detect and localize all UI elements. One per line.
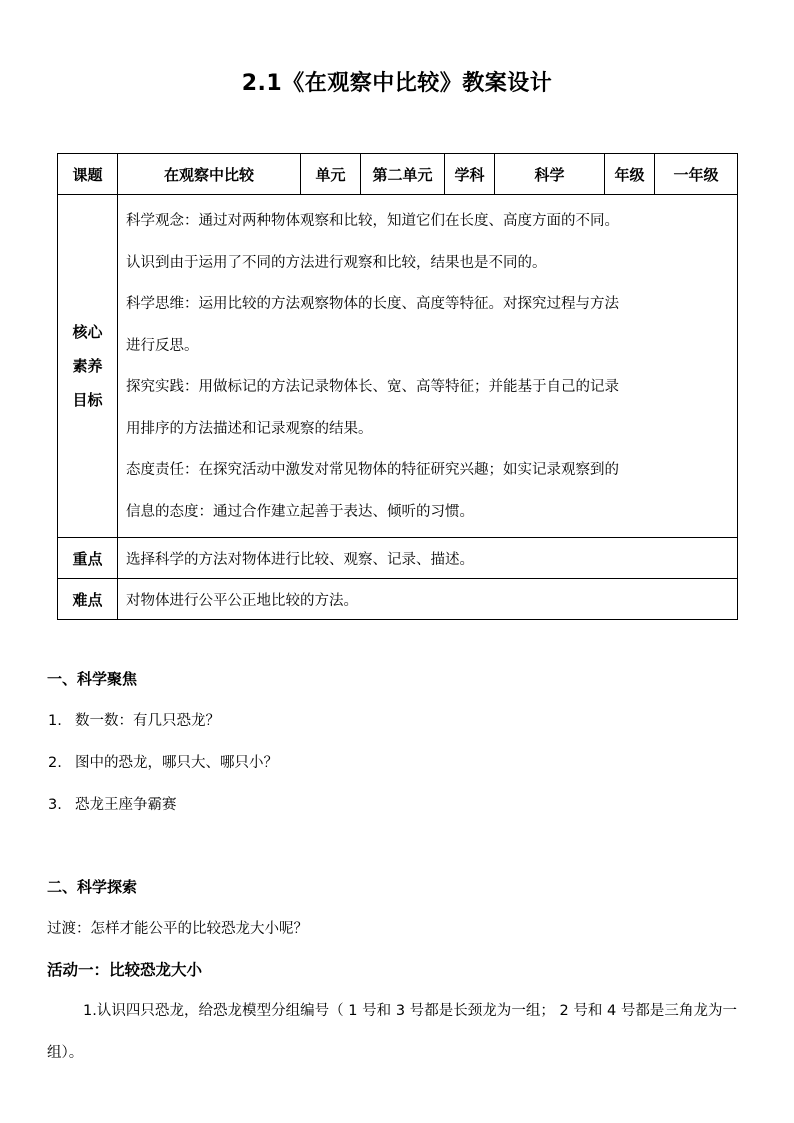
lesson-info-table xyxy=(57,153,738,620)
activity-paragraph: 1.认识四只恐龙，给恐龙模型分组编号（ 1 号和 3 号都是长颈龙为一组； 2 号和 4 号都是三角龙为一组）。 xyxy=(47,1003,737,1061)
document-title: 2.1《在观察中比较》教案设计 xyxy=(241,71,553,96)
list-item-text: 恐龙王座争霸赛 xyxy=(75,797,177,813)
list-item-number: 1. xyxy=(48,713,62,729)
core-label-line-3: 目标 xyxy=(72,391,103,409)
core-line: 进行反思。 xyxy=(126,337,199,354)
core-line: 用排序的方法描述和记录观察的结果。 xyxy=(126,420,373,437)
subject-value: 科学 xyxy=(495,154,605,195)
core-line: 态度责任：在探究活动中激发对常见物体的特征研究兴趣；如实记录观察到的 xyxy=(126,462,619,478)
difficult-point-label: 难点 xyxy=(58,579,118,620)
transition-text: 过渡：怎样才能公平的比较恐龙大小呢？ xyxy=(47,921,308,937)
core-line: 探究实践：用做标记的方法记录物体长、宽、高等特征；并能基于自己的记录 xyxy=(126,379,619,395)
core-line: 信息的态度：通过合作建立起善于表达、倾听的习惯。 xyxy=(126,503,474,520)
core-label-line-2: 素养 xyxy=(72,357,103,375)
core-goals-label xyxy=(58,195,118,538)
key-point-row xyxy=(58,538,738,579)
list-item xyxy=(48,709,220,730)
topic-value: 在观察中比较 xyxy=(118,154,301,195)
difficult-point-row xyxy=(58,579,738,620)
list-item-text: 图中的恐龙，哪只大、哪只小？ xyxy=(75,755,278,771)
core-label-line-1: 核心 xyxy=(72,323,103,341)
core-goals-row xyxy=(58,195,738,538)
subject-label: 学科 xyxy=(445,154,495,195)
section-heading-explore: 二、科学探索 xyxy=(47,878,138,896)
list-item-number: 2. xyxy=(48,755,62,771)
core-line: 科学观念：通过对两种物体观察和比较，知道它们在长度、高度方面的不同。 xyxy=(126,213,619,229)
core-goals-content xyxy=(118,195,738,538)
unit-value: 第二单元 xyxy=(361,154,445,195)
list-item xyxy=(48,793,177,814)
section-heading-focus: 一、科学聚焦 xyxy=(47,670,138,688)
core-line: 科学思维：运用比较的方法观察物体的长度、高度等特征。对探究过程与方法 xyxy=(126,296,619,312)
activity-title: 活动一：比较恐龙大小 xyxy=(47,961,203,979)
list-item-number: 3. xyxy=(48,797,62,813)
table-header-row xyxy=(58,154,738,195)
key-point-label: 重点 xyxy=(58,538,118,579)
list-item-text: 数一数：有几只恐龙？ xyxy=(75,713,220,729)
grade-value: 一年级 xyxy=(655,154,738,195)
core-line: 认识到由于运用了不同的方法进行观察和比较，结果也是不同的。 xyxy=(126,254,547,271)
key-point-text: 选择科学的方法对物体进行比较、观察、记录、描述。 xyxy=(118,538,738,579)
difficult-point-text: 对物体进行公平公正地比较的方法。 xyxy=(118,579,738,620)
list-item xyxy=(48,751,278,772)
grade-label: 年级 xyxy=(605,154,655,195)
topic-label: 课题 xyxy=(58,154,118,195)
unit-label: 单元 xyxy=(301,154,361,195)
